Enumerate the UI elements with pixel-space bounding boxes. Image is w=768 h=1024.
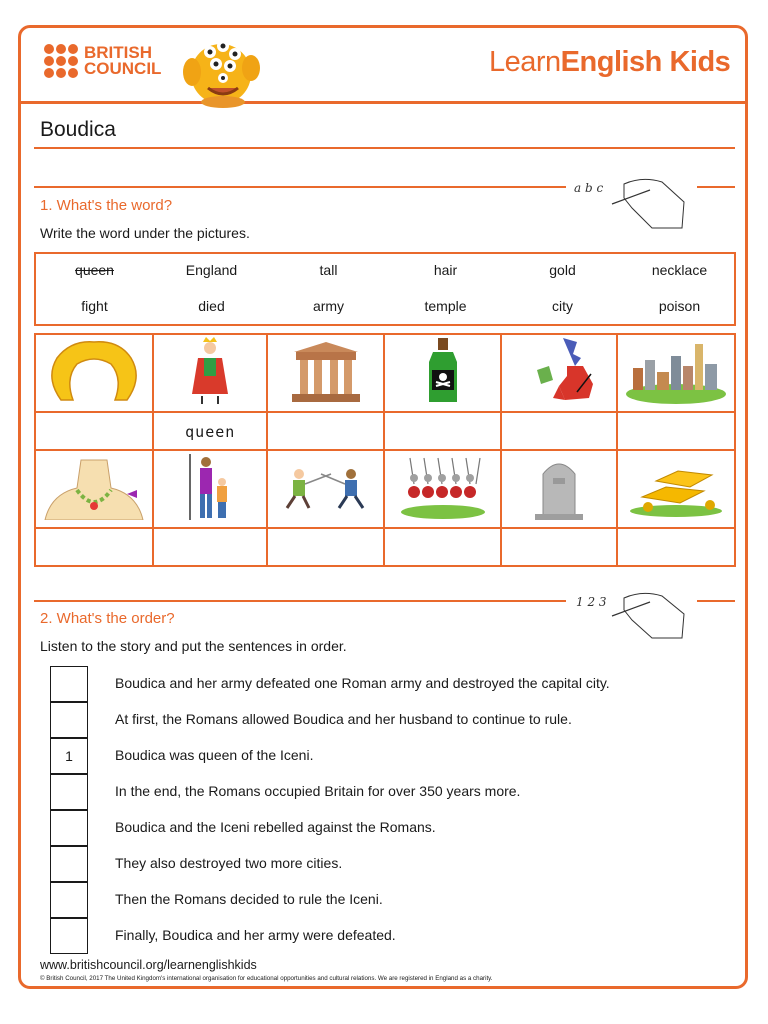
poison-picture xyxy=(384,334,501,412)
order-row xyxy=(50,702,740,738)
order-number-box[interactable] xyxy=(50,810,88,846)
learnenglish-kids-logo xyxy=(489,46,730,79)
order-number-box[interactable] xyxy=(50,702,88,738)
tall-picture xyxy=(153,450,267,528)
word-bank-item: hair xyxy=(433,262,458,278)
answer-cell[interactable] xyxy=(35,412,153,450)
answer-cell[interactable] xyxy=(617,412,735,450)
order-row xyxy=(50,738,740,774)
british-council-dots-icon xyxy=(44,44,78,78)
word-bank-item: temple xyxy=(424,298,467,314)
order-number-box[interactable] xyxy=(50,846,88,882)
monster-mascot-icon xyxy=(178,32,264,108)
brand-line2: COUNCIL xyxy=(84,59,162,78)
order-row xyxy=(50,810,740,846)
city-picture xyxy=(617,334,735,412)
word-bank-item: tall xyxy=(319,262,338,278)
logo-learn: Learn xyxy=(489,46,561,78)
order-sentence: Boudica and her army defeated one Roman army and destroyed the capital city. xyxy=(115,675,610,691)
answer-cell[interactable] xyxy=(35,528,153,566)
word-bank-item: died xyxy=(198,298,225,314)
answer-cell[interactable] xyxy=(501,528,617,566)
british-council-logo xyxy=(44,44,161,78)
footer-copyright: © British Council, 2017 The United Kingdom's international organisation for educational opportunities and cultural relations. We are registered in England as a charity. xyxy=(40,975,493,982)
gold-picture xyxy=(617,450,735,528)
answer-text: queen xyxy=(185,422,236,441)
section2-instruction: Listen to the story and put the sentences in order. xyxy=(40,638,347,654)
section1-decor-letters: a b c xyxy=(574,181,604,195)
order-row xyxy=(50,918,740,954)
answer-cell[interactable] xyxy=(501,412,617,450)
necklace-picture xyxy=(35,450,153,528)
died-gravestone-picture xyxy=(501,450,617,528)
england-map-picture xyxy=(501,334,617,412)
section2-rule-left xyxy=(34,600,566,602)
section1-title: 1. What's the word? xyxy=(40,197,173,214)
hair-picture xyxy=(35,334,153,412)
brand-line1: BRITISH xyxy=(84,43,152,62)
order-number-box[interactable] xyxy=(50,882,88,918)
order-row xyxy=(50,882,740,918)
section2-decor-letters: 1 2 3 xyxy=(576,595,607,609)
order-row xyxy=(50,846,740,882)
counting-hand-icon xyxy=(572,588,692,640)
order-number-box[interactable] xyxy=(50,918,88,954)
word-bank xyxy=(34,252,736,326)
fight-picture xyxy=(267,450,384,528)
header-divider xyxy=(18,101,748,104)
word-bank-item: England xyxy=(185,262,238,278)
word-bank-item: queen xyxy=(75,262,114,278)
section2-title: 2. What's the order? xyxy=(40,610,175,627)
section1-rule-left xyxy=(34,186,566,188)
word-bank-item: necklace xyxy=(651,262,708,278)
order-number-box[interactable]: 1 xyxy=(50,738,88,774)
order-sentence: In the end, the Romans occupied Britain for over 350 years more. xyxy=(115,783,521,799)
order-number-box[interactable] xyxy=(50,774,88,810)
section1-instruction: Write the word under the pictures. xyxy=(40,225,250,241)
temple-picture xyxy=(267,334,384,412)
section2-rule-right xyxy=(697,600,735,602)
order-sentence: Boudica was queen of the Iceni. xyxy=(115,747,314,763)
logo-english-kids: English Kids xyxy=(560,46,731,78)
order-sentence: Finally, Boudica and her army were defeated. xyxy=(115,927,396,943)
word-bank-item: fight xyxy=(81,298,108,314)
answer-cell[interactable] xyxy=(153,412,267,450)
answer-cell[interactable] xyxy=(267,412,384,450)
answer-cell[interactable] xyxy=(384,528,501,566)
order-row xyxy=(50,774,740,810)
answer-cell[interactable] xyxy=(617,528,735,566)
queen-picture xyxy=(153,334,267,412)
answer-cell[interactable] xyxy=(153,528,267,566)
title-underline xyxy=(34,147,735,149)
answer-cell[interactable] xyxy=(384,412,501,450)
order-sentence: They also destroyed two more cities. xyxy=(115,855,343,871)
order-number-box[interactable] xyxy=(50,666,88,702)
word-bank-item: gold xyxy=(549,262,576,278)
page-title: Boudica xyxy=(40,118,116,141)
order-sentence: Boudica and the Iceni rebelled against the Romans. xyxy=(115,819,436,835)
footer-url[interactable]: www.britishcouncil.org/learnenglishkids xyxy=(40,958,257,972)
order-sentence: At first, the Romans allowed Boudica and her husband to continue to rule. xyxy=(115,711,572,727)
army-picture xyxy=(384,450,501,528)
word-bank-item: poison xyxy=(658,298,701,314)
word-bank-item: city xyxy=(552,298,573,314)
section1-rule-right xyxy=(697,186,735,188)
picture-grid xyxy=(34,333,736,567)
order-row xyxy=(50,666,740,702)
word-bank-item: army xyxy=(312,298,345,314)
writing-hand-icon xyxy=(572,172,692,234)
order-sentence: Then the Romans decided to rule the Iceni. xyxy=(115,891,383,907)
answer-cell[interactable] xyxy=(267,528,384,566)
